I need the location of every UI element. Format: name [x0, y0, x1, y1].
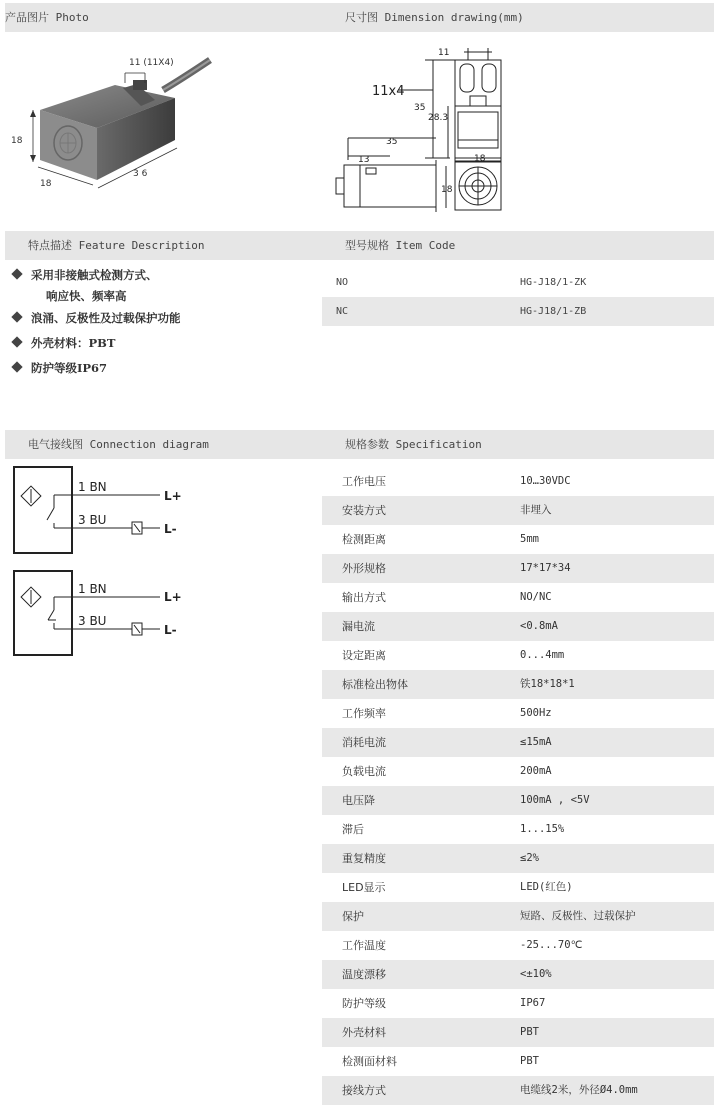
spec-row: [322, 699, 714, 728]
spec-name: LED显示: [342, 881, 386, 894]
spec-row: [322, 989, 714, 1018]
dim-18-side: 18: [441, 185, 453, 195]
dim-35-vertical: 35: [414, 103, 426, 113]
dim-28-3: 28.3: [428, 113, 449, 123]
spec-name: 重复精度: [342, 852, 386, 865]
spec-value: 500Hz: [520, 707, 552, 719]
feature-item-1: 采用非接触式检测方式、: [10, 267, 158, 283]
item-code-header: 型号规格 Item Code: [322, 231, 714, 260]
spec-name: 外壳材料: [342, 1026, 386, 1039]
connection-header: 电气接线图 Connection diagram: [5, 430, 322, 459]
spec-value: ≤2%: [520, 852, 539, 864]
spec-value: -25...70℃: [520, 939, 583, 951]
item-code-row: [322, 268, 714, 297]
feature-item-2: 浪涌、反极性及过载保护功能: [10, 310, 181, 326]
dim-11x4: 11x4: [372, 84, 405, 99]
spec-row: [322, 1076, 714, 1105]
wire-blue-label: 3 BU: [78, 513, 107, 527]
spec-row: [322, 554, 714, 583]
spec-name: 温度漂移: [342, 968, 386, 981]
item-code: HG-J18/1-ZK: [520, 277, 587, 288]
spec-name: 接线方式: [342, 1084, 386, 1097]
spec-name: 设定距离: [342, 649, 386, 662]
spec-name: 工作频率: [342, 707, 386, 720]
dimension-header: 尺寸图 Dimension drawing(mm): [325, 3, 714, 32]
l-plus-label: L+: [164, 489, 182, 503]
dim-18-right: 18: [474, 154, 486, 164]
dim-35-horizontal: 35: [386, 137, 398, 147]
spec-row: [322, 670, 714, 699]
spec-value: 1...15%: [520, 823, 565, 835]
spec-value: 100mA , <5V: [520, 794, 590, 806]
spec-row: [322, 1047, 714, 1076]
photo-header: 产品图片 Photo: [5, 3, 325, 32]
spec-name: 负载电流: [342, 765, 386, 778]
dimension-drawing: [328, 40, 518, 215]
spec-value: 非埋入: [520, 504, 552, 516]
spec-name: 保护: [342, 910, 364, 923]
dim-11: 11: [438, 48, 450, 58]
spec-row: [322, 641, 714, 670]
spec-value: PBT: [520, 1055, 539, 1067]
spec-row: [322, 612, 714, 641]
spec-value: ≤15mA: [520, 736, 552, 748]
spec-value: <0.8mA: [520, 620, 558, 632]
spec-value: 200mA: [520, 765, 552, 777]
spec-name: 外形规格: [342, 562, 386, 575]
spec-row: [322, 873, 714, 902]
spec-name: 安装方式: [342, 504, 386, 517]
spec-row: [322, 525, 714, 554]
spec-name: 工作电压: [342, 475, 386, 488]
feature-header: 特点描述 Feature Description: [5, 231, 322, 260]
feature-item-3: 外壳材料：PBT: [10, 335, 115, 351]
photo-dim-bottom-left: 18: [40, 179, 52, 189]
item-code-row: [322, 326, 714, 355]
spec-name: 检测面材料: [342, 1055, 397, 1068]
l-minus-label: L-: [164, 623, 177, 637]
wire-brown-label: 1 BN: [78, 480, 107, 494]
diamond-bullet-icon: [11, 268, 22, 279]
spec-value: IP67: [520, 997, 546, 1009]
spec-value: LED(红色): [520, 881, 573, 893]
spec-value: NO/NC: [520, 591, 552, 603]
spec-row: [322, 583, 714, 612]
spec-name: 输出方式: [342, 591, 386, 604]
diamond-bullet-icon: [11, 311, 22, 322]
spec-name: 工作温度: [342, 939, 386, 952]
feature-item-4: 防护等级IP67: [10, 360, 107, 376]
spec-row: [322, 931, 714, 960]
spec-value: PBT: [520, 1026, 539, 1038]
spec-name: 检测距离: [342, 533, 386, 546]
feature-item-1-line2: 响应快、频率高: [46, 289, 127, 303]
spec-value: 短路、反极性、过载保护: [520, 910, 636, 922]
spec-name: 消耗电流: [342, 736, 386, 749]
spec-name: 防护等级: [342, 997, 386, 1010]
wire-brown-label: 1 BN: [78, 582, 107, 596]
spec-name: 漏电流: [342, 620, 375, 633]
specification-header: 规格参数 Specification: [322, 430, 714, 459]
spec-value: <±10%: [520, 968, 552, 980]
spec-value: 电缆线2米，外径Ø4.0mm: [520, 1084, 638, 1096]
spec-row: [322, 960, 714, 989]
spec-value: 铁18*18*1: [520, 678, 575, 690]
wiring-diagram-nc: [10, 567, 210, 662]
spec-value: 17*17*34: [520, 562, 571, 574]
spec-row: [322, 728, 714, 757]
l-minus-label: L-: [164, 522, 177, 536]
dim-13: 13: [358, 155, 370, 165]
item-code: HG-J18/1-ZB: [520, 306, 587, 317]
diamond-bullet-icon: [11, 361, 22, 372]
spec-row: [322, 902, 714, 931]
item-code-row: [322, 297, 714, 326]
spec-row: [322, 786, 714, 815]
spec-name: 标准检出物体: [342, 678, 408, 691]
spec-name: 滞后: [342, 823, 364, 836]
spec-row: [322, 815, 714, 844]
item-type: NC: [336, 306, 349, 317]
diamond-bullet-icon: [11, 336, 22, 347]
spec-row: [322, 1018, 714, 1047]
l-plus-label: L+: [164, 590, 182, 604]
wiring-diagram-no: [10, 465, 210, 560]
item-type: NO: [336, 277, 349, 288]
spec-row: [322, 844, 714, 873]
wire-blue-label: 3 BU: [78, 614, 107, 628]
photo-dim-top: 11 (11X4): [129, 58, 174, 68]
spec-name: 电压降: [342, 794, 375, 807]
spec-value: 10…30VDC: [520, 475, 571, 487]
photo-dim-bottom-right: 3 6: [133, 169, 148, 179]
photo-dim-left: 18: [11, 136, 23, 146]
spec-value: 0...4mm: [520, 649, 565, 661]
spec-value: 5mm: [520, 533, 539, 545]
product-photo: [5, 40, 235, 200]
spec-row: [322, 757, 714, 786]
spec-row: [322, 467, 714, 496]
spec-row: [322, 496, 714, 525]
